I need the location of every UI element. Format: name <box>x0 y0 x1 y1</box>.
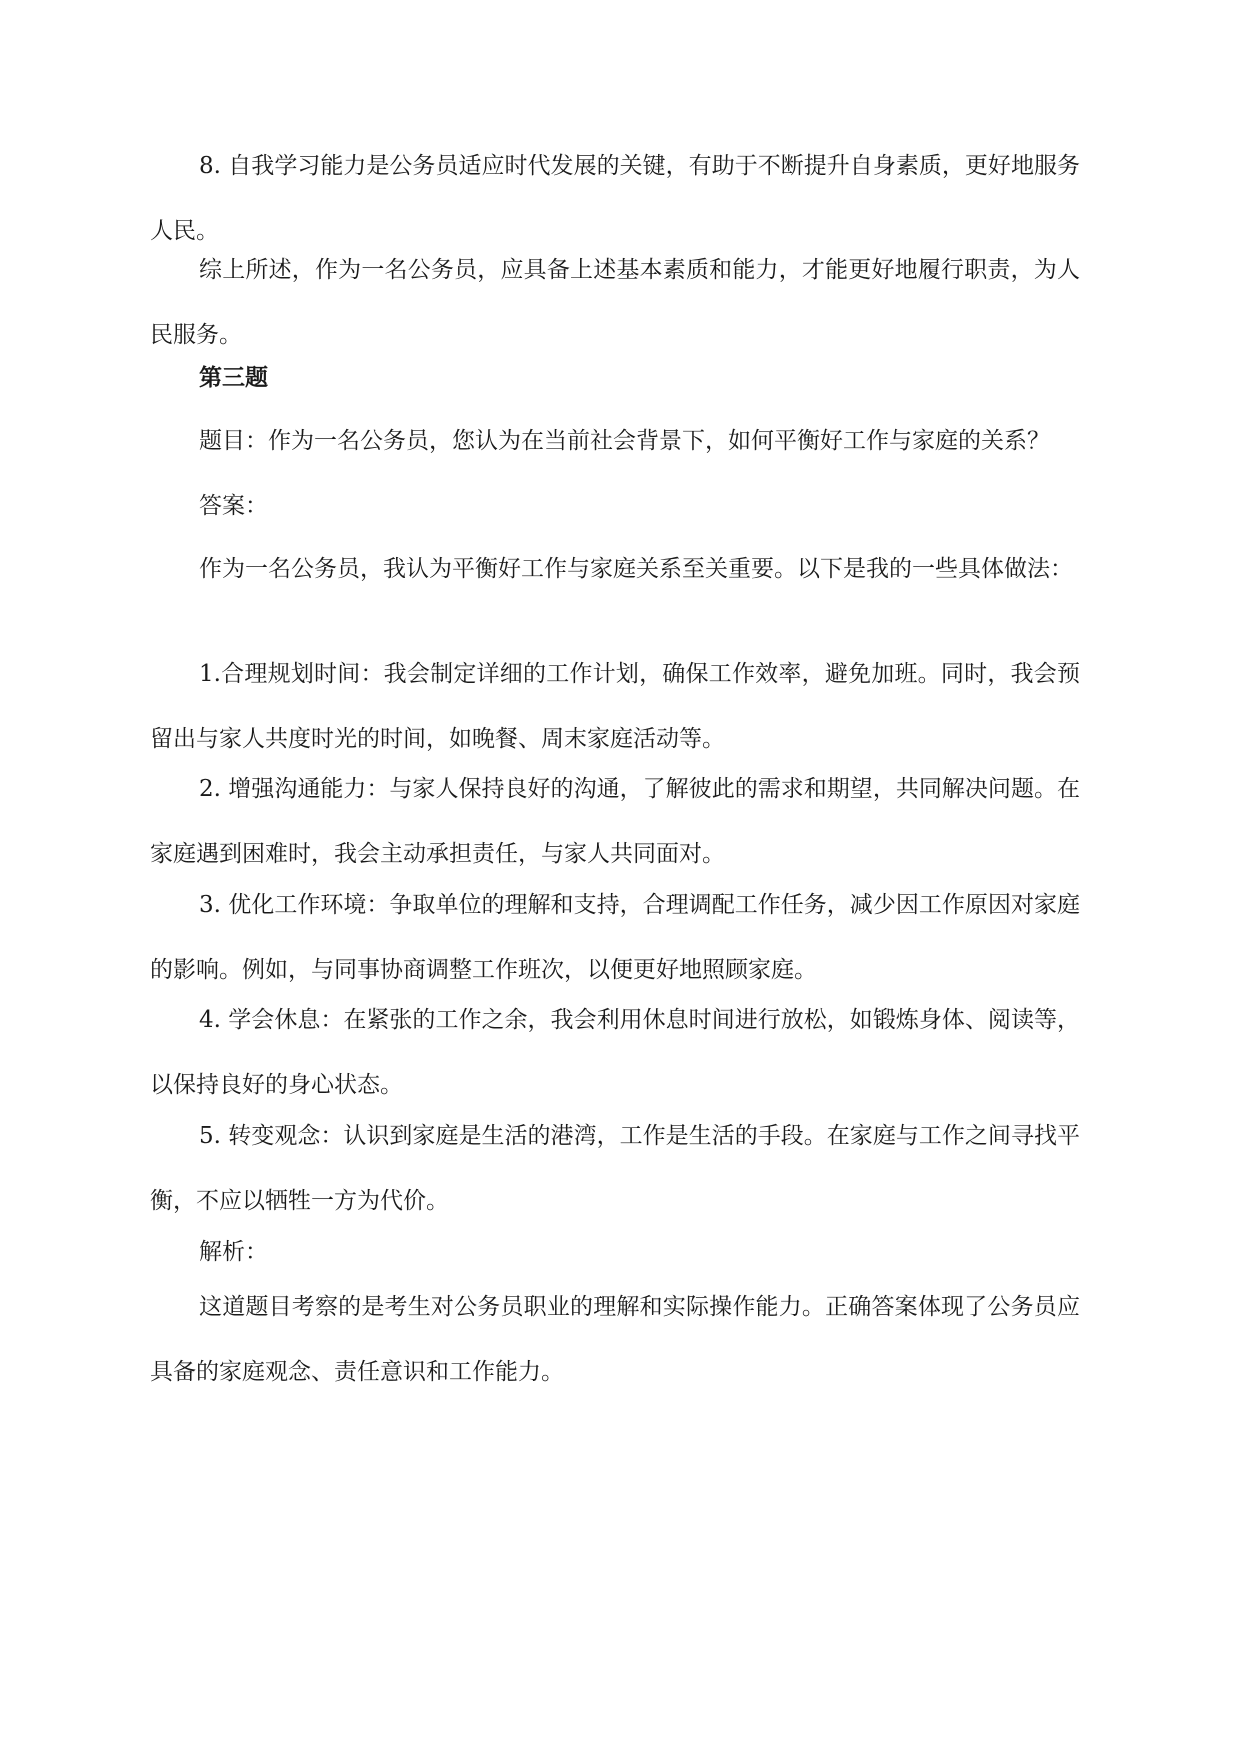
answer-label: 答案： <box>199 493 268 519</box>
answer-intro: 作为一名公务员，我认为平衡好工作与家庭关系至关重要。以下是我的一些具体做法： <box>199 556 1073 582</box>
section-heading: 第三题 <box>199 364 268 391</box>
answer-point-5: 5. 转变观念：认识到家庭是生活的港湾，工作是生活的手段。在家庭与工作之间寻找平衡，不应以牺牲一方为代价。 <box>150 1123 1080 1214</box>
analysis-label: 解析： <box>199 1239 268 1265</box>
paragraph-summary: 综上所述，作为一名公务员，应具备上述基本素质和能力，才能更好地履行职责，为人民服务。 <box>150 257 1080 348</box>
paragraph-item-8: 8. 自我学习能力是公务员适应时代发展的关键，有助于不断提升自身素质，更好地服务人民。 <box>150 153 1080 244</box>
analysis-text: 这道题目考察的是考生对公务员职业的理解和实际操作能力。正确答案体现了公务员应具备的家庭观念、责任意识和工作能力。 <box>150 1294 1080 1385</box>
question-text: 题目：作为一名公务员，您认为在当前社会背景下，如何平衡好工作与家庭的关系？ <box>199 428 1050 454</box>
answer-point-2: 2. 增强沟通能力：与家人保持良好的沟通，了解彼此的需求和期望，共同解决问题。在家庭遇到困难时，我会主动承担责任，与家人共同面对。 <box>150 776 1080 867</box>
answer-point-1: 1.合理规划时间：我会制定详细的工作计划，确保工作效率，避免加班。同时，我会预留出与家人共度时光的时间，如晚餐、周末家庭活动等。 <box>150 661 1080 752</box>
answer-point-3: 3. 优化工作环境：争取单位的理解和支持，合理调配工作任务，减少因工作原因对家庭的影响。例如，与同事协商调整工作班次，以便更好地照顾家庭。 <box>150 892 1080 983</box>
answer-point-4: 4. 学会休息：在紧张的工作之余，我会利用休息时间进行放松，如锻炼身体、阅读等，以保持良好的身心状态。 <box>150 1007 1080 1098</box>
